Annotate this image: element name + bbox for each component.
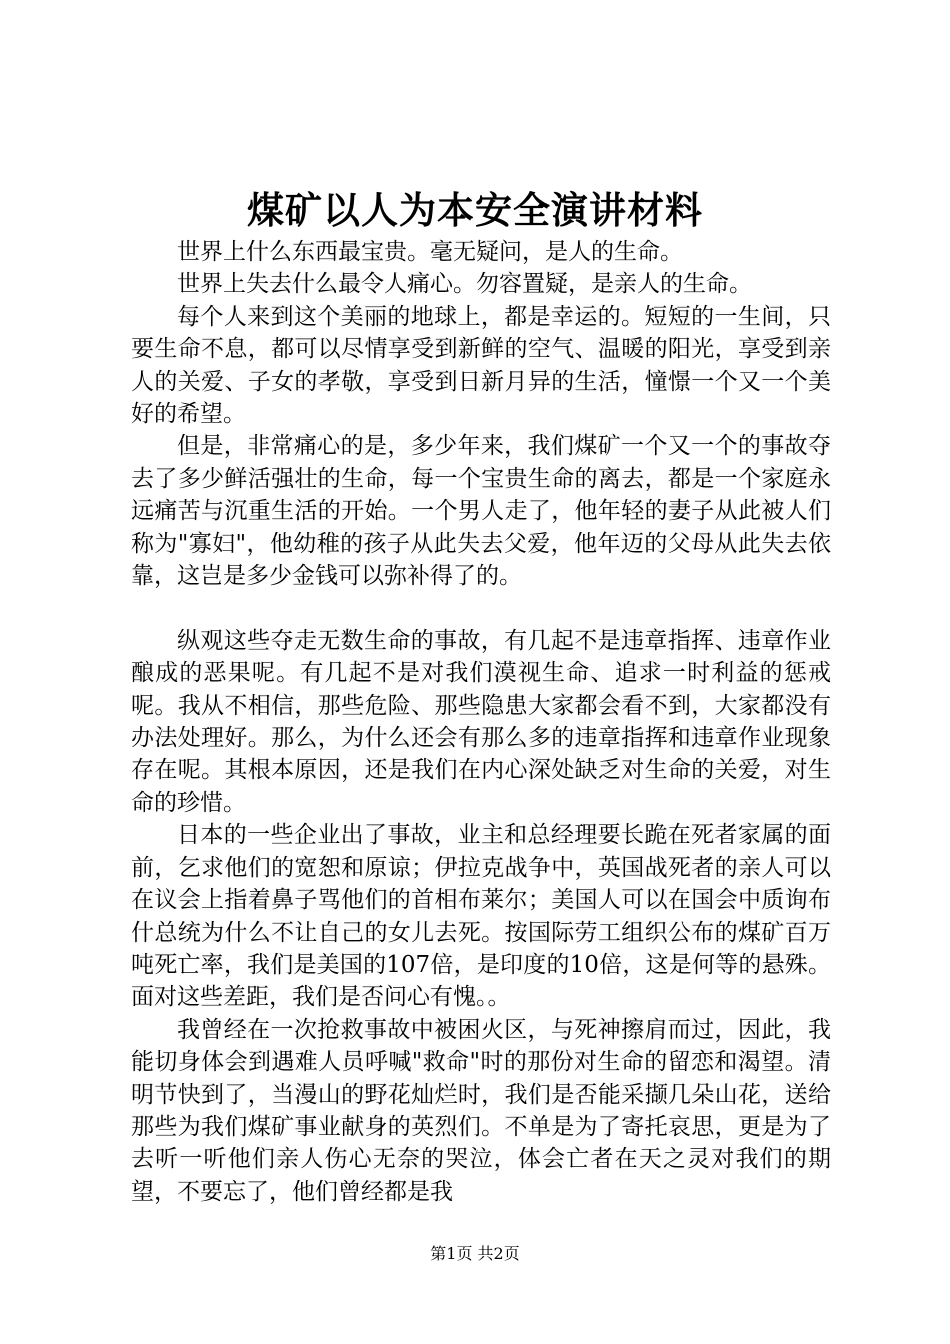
paragraph-6: 日本的一些企业出了事故，业主和总经理要长跪在死者家属的面前，乞求他们的宽恕和原谅；伊拉克战争中，英国战死者的亲人可以在议会上指着鼻子骂他们的首相布莱尔；美国人可以在国会中质询布什总统为什么不让自己的女儿去死。按国际劳工组织公布的煤矿百万吨死亡率，我们是美国的107倍，是印度的10倍，这是何等的悬殊。面对这些差距，我们是否问心有愧。。 (131, 822, 831, 1011)
paragraph-3: 每个人来到这个美丽的地球上，都是幸运的。短短的一生间，只要生命不息，都可以尽情享受到新鲜的空气、温暖的阳光，享受到亲人的关爱、子女的孝敬，享受到日新月异的生活，憧憬一个又一个美好的希望。 (131, 303, 831, 428)
paragraph-2: 世界上失去什么最令人痛心。勿容置疑，是亲人的生命。 (177, 271, 752, 298)
paragraph-4: 但是，非常痛心的是，多少年来，我们煤矿一个又一个的事故夺去了多少鲜活强壮的生命，每一个宝贵生命的离去，都是一个家庭永远痛苦与沉重生活的开始。一个男人走了，他年轻的妻子从此被人们称为"寡妇"，他幼稚的孩子从此失去父爱，他年迈的父母从此失去依靠，这岂是多少金钱可以弥补得了的。 (131, 433, 831, 590)
page-footer: 第1页 共2页 (430, 1244, 520, 1263)
paragraph-7: 我曾经在一次抢救事故中被困火区，与死神擦肩而过，因此，我能切身体会到遇难人员呼喊"救命"时的那份对生命的留恋和渴望。清明节快到了，当漫山的野花灿烂时，我们是否能采撷几朵山花，送给那些为我们煤矿事业献身的英烈们。不单是为了寄托哀思，更是为了去听一听他们亲人伤心无奈的哭泣，体会亡者在天之灵对我们的期望，不要忘了，他们曾经都是我 (131, 1016, 831, 1205)
document-body (131, 236, 831, 1208)
document-title: 煤矿以人为本安全演讲材料 (247, 188, 703, 232)
paragraph-1: 世界上什么东西最宝贵。毫无疑问，是人的生命。 (177, 239, 683, 265)
paragraph-5: 纵观这些夺走无数生命的事故，有几起不是违章指挥、违章作业酿成的恶果呢。有几起不是对我们漠视生命、追求一时利益的惩戒呢。我从不相信，那些危险、那些隐患大家都会看不到，大家都没有办法处理好。那么，为什么还会有那么多的违章指挥和违章作业现象存在呢。其根本原因，还是我们在内心深处缺乏对生命的关爱，对生命的珍惜。 (131, 627, 831, 816)
